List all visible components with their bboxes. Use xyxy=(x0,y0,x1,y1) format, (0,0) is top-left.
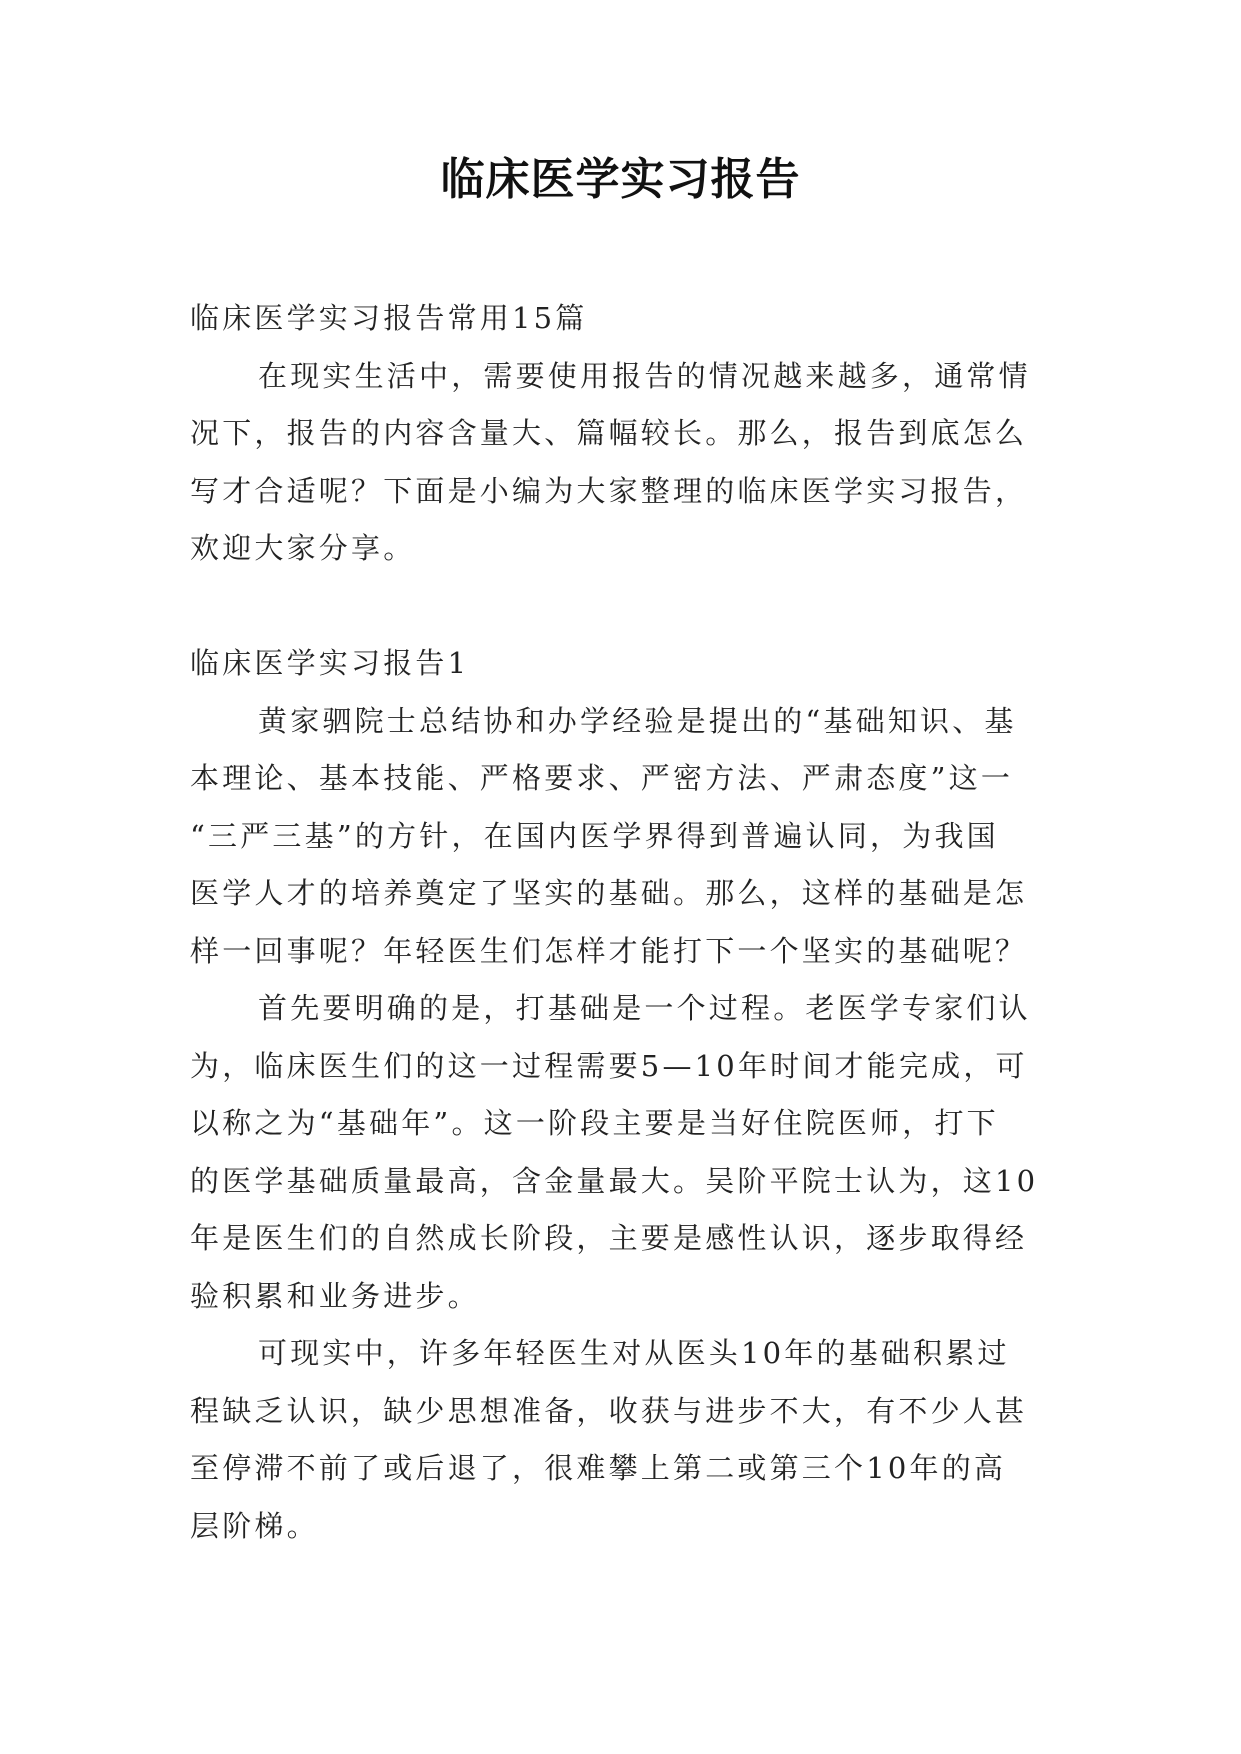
blank-line xyxy=(190,578,1052,636)
paragraph-line: 本理论、基本技能、严格要求、严密方法、严肃态度”这一 xyxy=(190,761,1014,795)
paragraph-line: 欢迎大家分享。 xyxy=(190,531,416,565)
paragraph-line: “三严三基”的方针，在国内医学界得到普遍认同，为我国 xyxy=(190,818,999,853)
paragraph-line: 况下，报告的内容含量大、篇幅较长。那么，报告到底怎么 xyxy=(190,416,1028,450)
paragraph-line: 以称之为“基础年”。这一阶段主要是当好住院医师，打下 xyxy=(190,1106,999,1140)
paragraph-line: 医学人才的培养奠定了坚实的基础。那么，这样的基础是怎 xyxy=(190,876,1028,910)
paragraph-line: 层阶梯。 xyxy=(190,1508,319,1543)
paragraph-line: 的医学基础质量最高，含金量最大。吴阶平院士认为，这10 xyxy=(190,1163,1039,1198)
paragraph-line: 样一回事呢？年轻医生们怎样才能打下一个坚实的基础呢？ xyxy=(190,933,1028,968)
paragraph-line: 在现实生活中，需要使用报告的情况越来越多，通常情 xyxy=(258,358,1031,393)
paragraph-line: 至停滞不前了或后退了，很难攀上第二或第三个10年的高 xyxy=(190,1451,1007,1485)
section-heading: 临床医学实习报告1 xyxy=(190,646,470,680)
paragraph-line: 程缺乏认识，缺少思想准备，收获与进步不大，有不少人甚 xyxy=(190,1393,1028,1428)
paragraph-line: 年是医生们的自然成长阶段，主要是感性认识，逐步取得经 xyxy=(190,1221,1028,1255)
paragraph-line: 验积累和业务进步。 xyxy=(190,1278,480,1313)
paragraph-line: 写才合适呢？下面是小编为大家整理的临床医学实习报告， xyxy=(190,473,1028,508)
subtitle-line: 临床医学实习报告常用15篇 xyxy=(190,301,588,335)
paragraph-line: 为，临床医生们的这一过程需要5—10年时间才能完成，可 xyxy=(190,1048,1028,1083)
paragraph-line: 黄家驷院士总结协和办学经验是提出的“基础知识、基 xyxy=(258,703,1017,738)
paragraph-line: 首先要明确的是，打基础是一个过程。老医学专家们认 xyxy=(258,991,1031,1025)
paragraph-line: 可现实中，许多年轻医生对从医头10年的基础积累过 xyxy=(258,1336,1010,1370)
document-title: 临床医学实习报告 xyxy=(440,154,801,205)
document-body xyxy=(190,290,1052,1555)
